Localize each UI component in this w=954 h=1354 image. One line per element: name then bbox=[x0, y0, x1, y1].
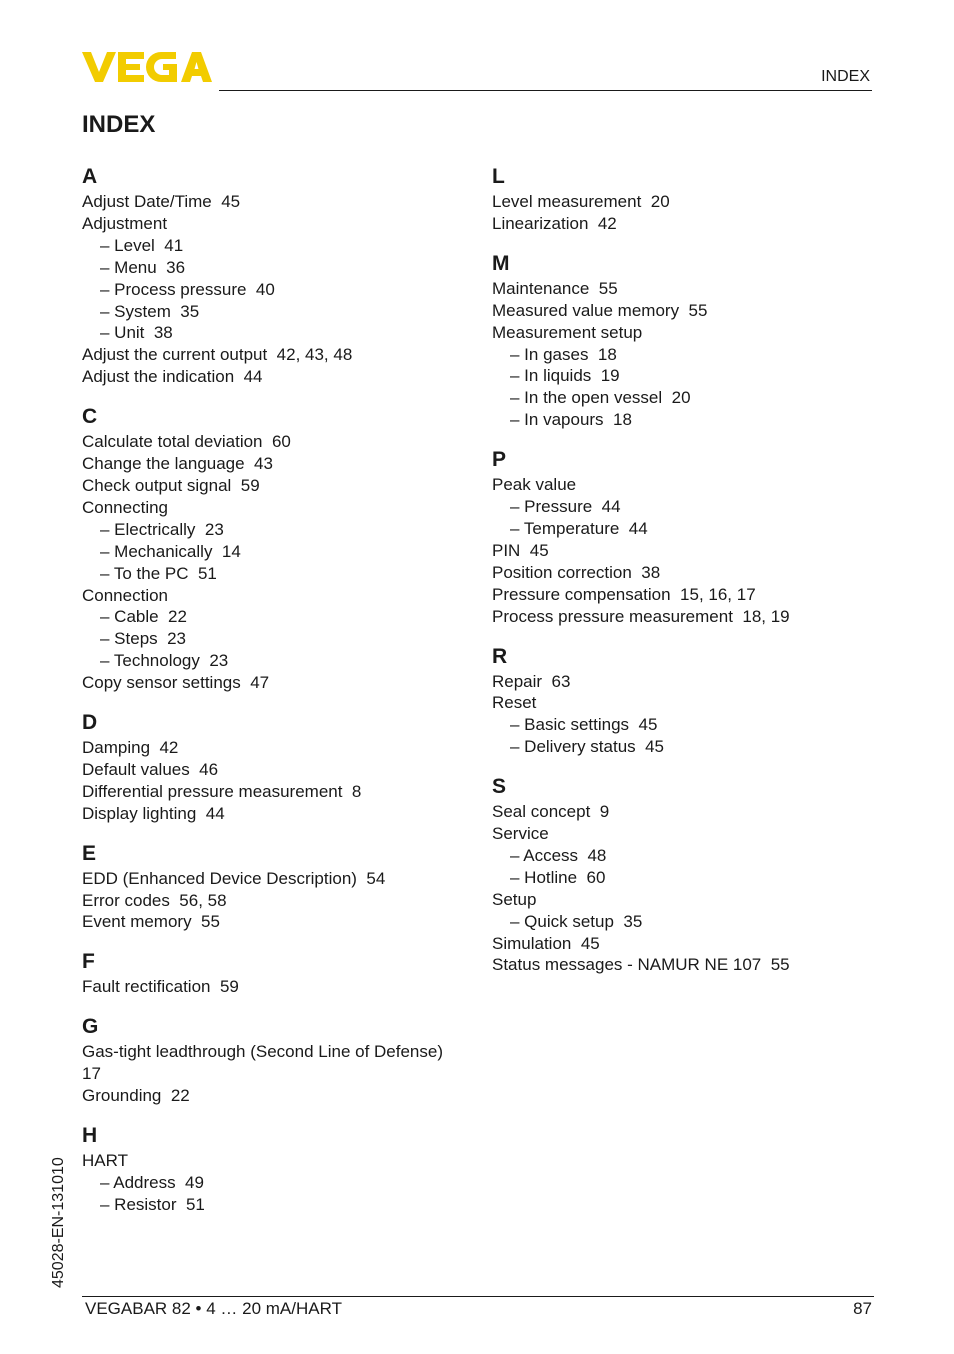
index-letter-heading: D bbox=[82, 711, 98, 735]
index-subentry: – Menu 36 bbox=[100, 257, 186, 277]
vega-logo bbox=[82, 52, 212, 82]
index-letter-heading: A bbox=[82, 165, 98, 188]
index-entry: Check output signal 59 bbox=[82, 475, 260, 495]
index-subentry: – Process pressure 40 bbox=[100, 279, 275, 299]
index-entry: PIN 45 bbox=[492, 540, 549, 560]
index-entry: Measured value memory 55 bbox=[492, 300, 708, 320]
index-letter-heading: F bbox=[82, 950, 95, 974]
index-entry: Adjust Date/Time 45 bbox=[82, 192, 241, 211]
index-letter-heading: R bbox=[492, 644, 508, 668]
index-entry: Position correction 38 bbox=[492, 562, 661, 582]
index-subentry: – Delivery status 45 bbox=[510, 737, 665, 757]
index-entry: Default values 46 bbox=[82, 759, 219, 779]
index-section bbox=[82, 948, 482, 998]
index-subentry: – Technology 23 bbox=[100, 651, 229, 671]
index-section bbox=[492, 250, 892, 431]
index-subentry: – Temperature 44 bbox=[510, 518, 648, 538]
index-subentry: – Level 41 bbox=[100, 235, 184, 255]
index-entry: Connecting bbox=[82, 497, 169, 517]
index-entry: Pressure compensation 15, 16, 17 bbox=[492, 584, 756, 604]
index-section bbox=[82, 1122, 482, 1216]
index-entry: Maintenance 55 bbox=[492, 278, 618, 298]
footer-product-name: VEGABAR 82 • 4 … 20 mA/HART bbox=[85, 1299, 342, 1318]
index-entry: Repair 63 bbox=[492, 671, 571, 691]
index-letter-heading: P bbox=[492, 448, 507, 472]
footer-page-number: 87 bbox=[853, 1299, 872, 1318]
index-entry: Adjust the current output 42, 43, 48 bbox=[82, 345, 353, 365]
index-entry: Calculate total deviation 60 bbox=[82, 432, 291, 452]
index-letter-heading: C bbox=[82, 405, 98, 429]
index-letter-heading: G bbox=[82, 1015, 99, 1039]
index-subentry: – Access 48 bbox=[510, 845, 607, 865]
index-subentry: – Basic settings 45 bbox=[510, 715, 658, 735]
index-subentry: – Electrically 23 bbox=[100, 519, 224, 539]
index-entry: Setup bbox=[492, 889, 537, 909]
index-section bbox=[492, 163, 892, 235]
index-subentry: – System 35 bbox=[100, 301, 200, 321]
index-entry: Adjustment bbox=[82, 213, 168, 233]
header-divider bbox=[219, 90, 872, 91]
header-section-label: INDEX bbox=[821, 68, 870, 85]
index-entry: Adjust the indication 44 bbox=[82, 367, 263, 387]
index-entry: Peak value bbox=[492, 475, 577, 495]
index-entry: Differential pressure measurement 8 bbox=[82, 781, 362, 801]
index-entry: Connection bbox=[82, 585, 169, 605]
index-subentry: – Hotline 60 bbox=[510, 867, 606, 887]
document-code: 45028-EN-131010 bbox=[50, 1157, 67, 1288]
index-entry: 17 bbox=[82, 1064, 101, 1084]
index-entry: Status messages - NAMUR NE 107 55 bbox=[492, 955, 790, 975]
index-letter-heading: L bbox=[492, 165, 505, 188]
index-subentry: – In the open vessel 20 bbox=[510, 388, 691, 408]
index-letter-heading: H bbox=[82, 1124, 98, 1147]
index-subentry: – Mechanically 14 bbox=[100, 541, 241, 561]
index-section bbox=[82, 163, 482, 388]
index-letter-heading: M bbox=[492, 251, 510, 275]
index-section bbox=[82, 1013, 482, 1107]
index-section bbox=[82, 840, 482, 934]
index-entry: Linearization 42 bbox=[492, 213, 617, 233]
index-column-right bbox=[492, 163, 892, 991]
index-entry: Reset bbox=[492, 693, 537, 713]
index-entry: Grounding 22 bbox=[82, 1086, 190, 1106]
index-letter-heading: S bbox=[492, 775, 507, 799]
index-subentry: – Quick setup 35 bbox=[510, 911, 643, 931]
index-entry: Gas-tight leadthrough (Second Line of Defense) bbox=[82, 1042, 444, 1062]
index-subentry: – Unit 38 bbox=[100, 323, 173, 343]
index-section bbox=[82, 403, 482, 694]
index-subentry: – In vapours 18 bbox=[510, 410, 632, 430]
index-section bbox=[492, 643, 892, 759]
index-entry: Event memory 55 bbox=[82, 912, 220, 932]
index-entry: Level measurement 20 bbox=[492, 192, 670, 211]
index-entry: Copy sensor settings 47 bbox=[82, 673, 270, 693]
index-entry: Process pressure measurement 18, 19 bbox=[492, 606, 790, 626]
index-entry: HART bbox=[82, 1151, 128, 1170]
index-entry: Error codes 56, 58 bbox=[82, 890, 227, 910]
index-column-left bbox=[82, 163, 482, 1231]
index-entry: Fault rectification 59 bbox=[82, 977, 239, 997]
index-entry: Change the language 43 bbox=[82, 454, 273, 474]
index-subentry: – In liquids 19 bbox=[510, 366, 620, 386]
index-entry: Measurement setup bbox=[492, 322, 643, 342]
index-subentry: – Address 49 bbox=[100, 1172, 204, 1192]
index-subentry: – Cable 22 bbox=[100, 607, 187, 627]
index-entry: Display lighting 44 bbox=[82, 803, 225, 823]
index-entry: Service bbox=[492, 824, 549, 844]
index-letter-heading: E bbox=[82, 841, 97, 865]
index-subentry: – Resistor 51 bbox=[100, 1194, 205, 1214]
page-title: INDEX bbox=[82, 111, 156, 138]
index-section bbox=[82, 709, 482, 825]
index-entry: EDD (Enhanced Device Description) 54 bbox=[82, 868, 386, 888]
index-section bbox=[492, 773, 892, 976]
footer-divider bbox=[82, 1296, 874, 1297]
index-subentry: – To the PC 51 bbox=[100, 563, 217, 583]
index-subentry: – In gases 18 bbox=[510, 344, 617, 364]
index-section bbox=[492, 446, 892, 627]
index-entry: Simulation 45 bbox=[492, 933, 600, 953]
index-entry: Seal concept 9 bbox=[492, 802, 610, 822]
index-subentry: – Pressure 44 bbox=[510, 497, 621, 517]
index-subentry: – Steps 23 bbox=[100, 629, 187, 649]
index-entry: Damping 42 bbox=[82, 738, 179, 758]
